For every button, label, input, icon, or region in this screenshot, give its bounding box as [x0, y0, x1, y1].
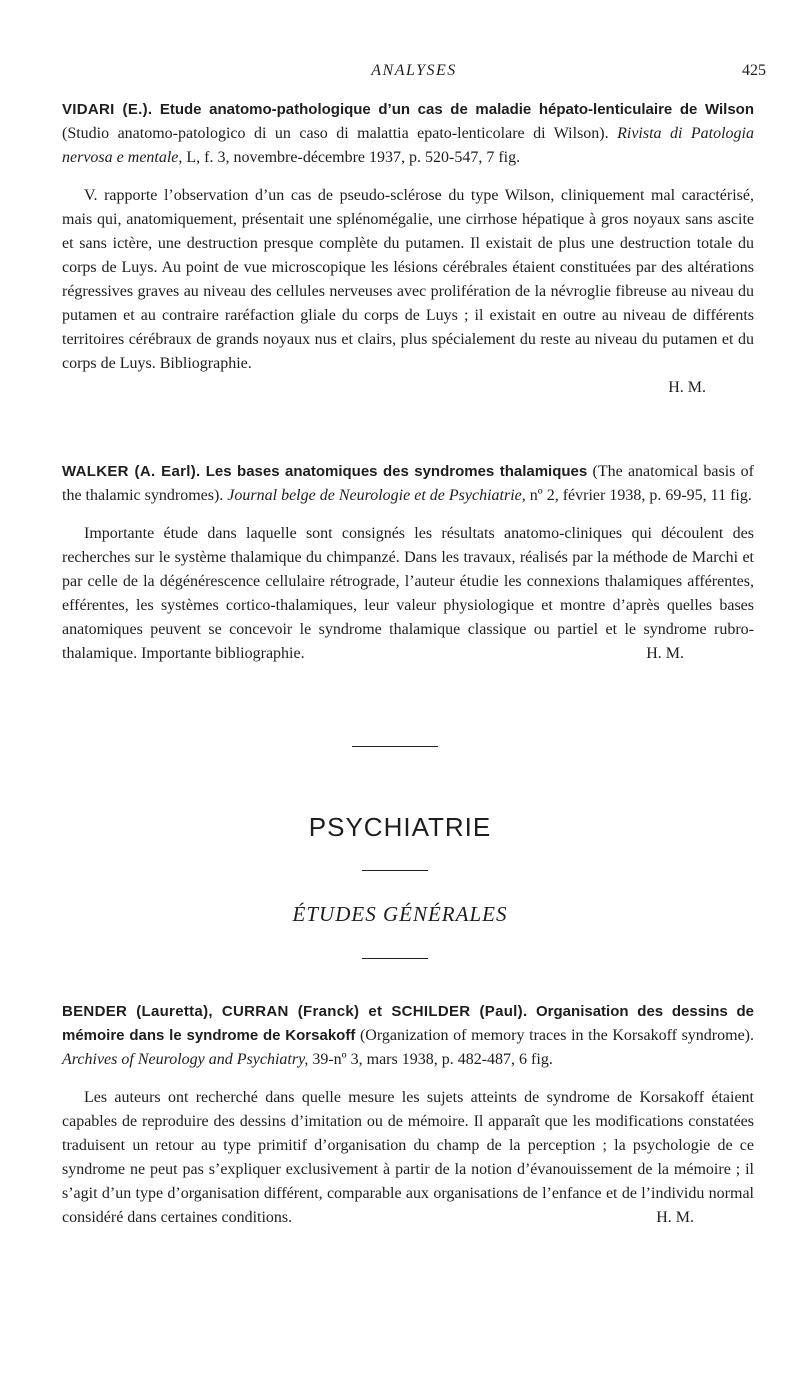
abstract-text: Les auteurs ont recherché dans quelle mesure les sujets atteints de syndrome de Korsakoff étaient capables de reproduire des dessins d’imitation ou de mémoire. Il apparaît que les modifications constatées traduisent un retour au type primitif d’organisation du champ de la perception ; la psychologie de ce syndrome ne peut pas s’expliquer exclusivement à partir de la notion d’évanouissement de la mémoire ; il s’agit d’un type d’organisation différent, comparable aux organisations de l’enfance et de l’individu normal considéré dans certaines conditions.: [62, 1089, 754, 1226]
reference-details: nº 2, février 1938, p. 69-95, 11 fig.: [525, 487, 752, 504]
reference: [62, 460, 754, 508]
reference-author: VIDARI (E.).: [62, 101, 153, 118]
signature: H. M.: [668, 379, 706, 396]
section-title: PSYCHIATRIE: [308, 812, 492, 842]
abstract: [62, 522, 754, 666]
page-number: 425: [742, 62, 766, 79]
reference-journal: Journal belge de Neurologie et de Psychiatrie,: [227, 487, 526, 504]
signature: H. M.: [656, 1209, 694, 1226]
running-title: ANALYSES: [371, 62, 457, 79]
reference: [62, 1000, 754, 1072]
entry-bender: [62, 1000, 754, 1230]
abstract: [62, 1086, 754, 1230]
reference-journal: Rivista di Patologia nervosa e mentale,: [62, 125, 755, 166]
running-header: [62, 60, 766, 82]
reference: [62, 98, 754, 170]
reference-journal: Archives of Neurology and Psychiatry,: [62, 1051, 309, 1068]
divider: [352, 746, 438, 747]
divider: [362, 870, 428, 871]
abstract-text: Importante étude dans laquelle sont consignés les résultats anatomo-cliniques qui découlent des recherches sur le système thalamique du chimpanzé. Dans les travaux, réalisés par la méthode de Marchi et par celle de la dégénérescence cellulaire rétrograde, l’auteur étudie les connexions thalamiques afférentes, efférentes, les systèmes cortico-thalamiques, leur valeur physiologique et montre d’après quelles bases anatomiques peuvent se concevoir le syndrome thalamique classique ou partiel et le syndrome rubro-thalamique. Importante bibliographie.: [62, 525, 754, 662]
divider: [362, 958, 428, 959]
reference-title: Les bases anatomiques des syndromes thalamiques: [205, 463, 588, 480]
reference-author: WALKER (A. Earl).: [62, 463, 201, 480]
reference-title: Etude anatomo-pathologique d’un cas de maladie hépato-lenticulaire de Wilson: [159, 101, 755, 118]
subsection-title: ÉTUDES GÉNÉRALES: [292, 902, 508, 926]
reference-details: 39-nº 3, mars 1938, p. 482-487, 6 fig.: [308, 1051, 553, 1068]
reference-translation: (The anatomical basis of the thalamic syndromes).: [62, 463, 754, 504]
entry-walker: [62, 460, 754, 666]
entry-vidari: [62, 98, 754, 400]
signature: H. M.: [646, 645, 684, 662]
reference-author: BENDER (Lauretta), CURRAN (Franck) et SCHILDER (Paul).: [62, 1003, 528, 1020]
reference-translation: (Organization of memory traces in the Korsakoff syndrome).: [355, 1027, 755, 1044]
reference-translation: (Studio anatomo-patologico di un caso di malattia epato-lenticolare di Wilson).: [62, 125, 618, 142]
reference-title: Organisation des dessins de mémoire dans le syndrome de Korsakoff: [62, 1003, 755, 1044]
abstract: V. rapporte l’observation d’un cas de pseudo-sclérose du type Wilson, cliniquement mal caractérisé, mais qui, anatomiquement, présentait une splénomégalie, une cirrhose hépatique à gros noyaux sans ascite et sans ictère, une destruction presque complète du putamen. Il existait de plus une destruction totale du corps de Luys. Au point de vue microscopique les lésions cérébrales étaient constituées par des altérations régressives graves au niveau des cellules nerveuses avec prolifération de la névroglie fibreuse au niveau du putamen et au contraire raréfaction gliale du corps de Luys ; il existait en outre au niveau de différents territoires cérébraux de grands noyaux nus et clairs, plus spécialement du reste au niveau du putamen et du corps de Luys. Bibliographie.: [62, 187, 754, 372]
reference-details: L, f. 3, novembre-décembre 1937, p. 520-547, 7 fig.: [182, 149, 521, 166]
